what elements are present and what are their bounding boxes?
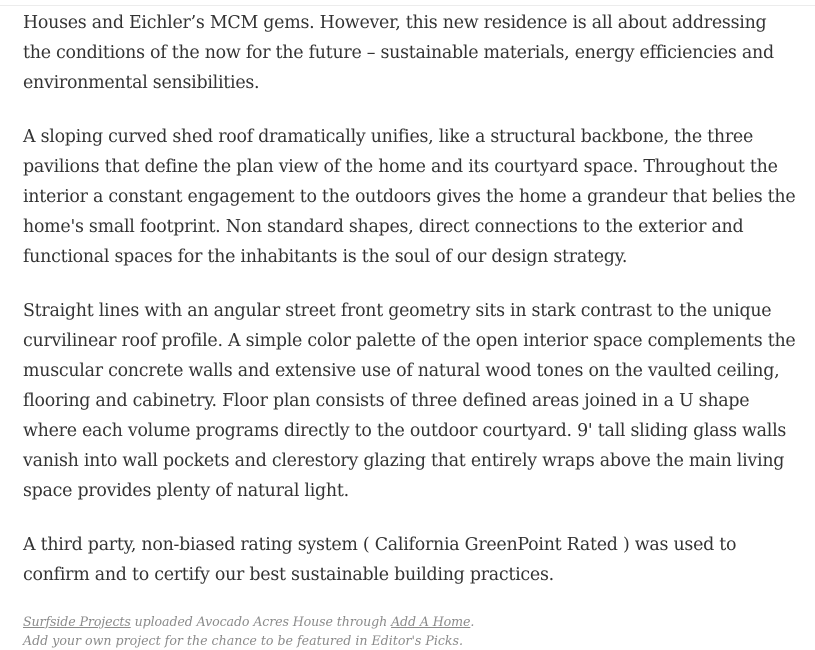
upload-credit-end: . <box>470 614 475 629</box>
article-paragraph-2: A sloping curved shed roof dramatically unifies, like a structural backbone, the three pavilions that define the plan view of the home and its courtyard space. Throughout the interior a constant engagement to the outdoors gives the home a grandeur that belies the home's small footprint. Non standard shapes, direct connections to the exterior and functional spaces for the inhabitants is the soul of our design strategy. <box>23 127 796 267</box>
upload-cta-text: Add your own project for the chance to be featured in Editor's Picks. <box>23 633 464 648</box>
upload-credit <box>23 612 799 631</box>
article-body <box>23 8 799 650</box>
header-divider <box>0 0 815 6</box>
article-paragraph-4: A third party, non-biased rating system ( California GreenPoint Rated ) was used to confirm and to certify our best sustainable building practices. <box>23 535 737 585</box>
author-link[interactable]: Surfside Projects <box>23 614 131 629</box>
article-paragraph-3: Straight lines with an angular street front geometry sits in stark contrast to the unique curvilinear roof profile. A simple color palette of the open interior space complements the muscular concrete walls and extensive use of natural wood tones on the vaulted ceiling, flooring and cabinetry. Floor plan consists of three defined areas joined in a U shape where each volume programs directly to the outdoor courtyard. 9' tall sliding glass walls vanish into wall pockets and clerestory glazing that entirely wraps above the main living space provides plenty of natural light. <box>23 301 796 501</box>
article-paragraph-1: Houses and Eichler’s MCM gems. However, this new residence is all about addressing the conditions of the now for the future – sustainable materials, energy efficiencies and environmental sensibilities. <box>23 13 774 93</box>
upload-credit-text: uploaded Avocado Acres House through <box>130 614 392 629</box>
add-a-home-link[interactable]: Add A Home <box>391 614 471 629</box>
